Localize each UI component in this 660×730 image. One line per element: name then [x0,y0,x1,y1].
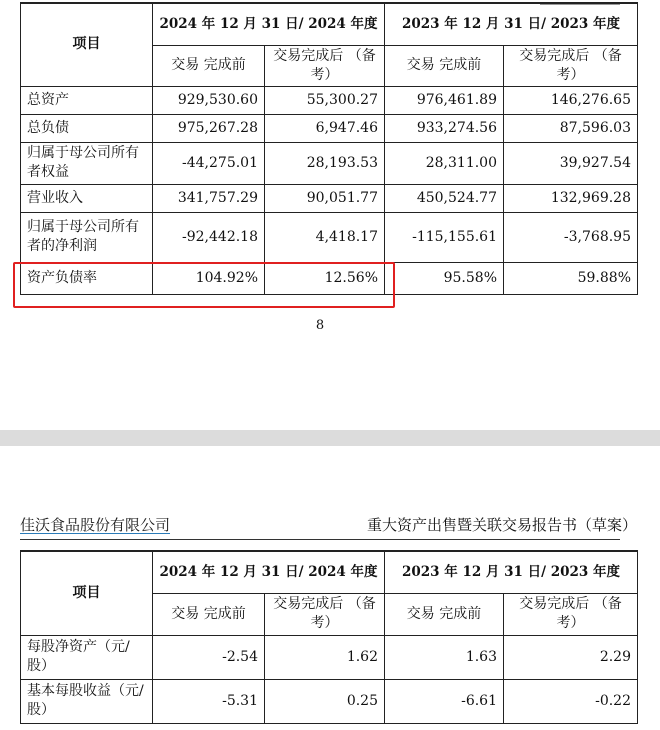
row-label: 总资产 [21,86,153,114]
cell-value: 132,969.28 [504,184,638,212]
cell-value: 1.63 [385,635,504,679]
cell-value: 0.25 [265,679,385,723]
cell-value: 12.56% [265,262,385,294]
financial-table-bottom [20,550,638,724]
cell-value: 450,524.77 [385,184,504,212]
row-label: 每股净资产（元/股） [21,635,153,679]
period-2023-header: 2023 年 12 月 31 日/ 2023 年度 [385,551,638,593]
header-divider [20,539,620,540]
col-before-2024: 交易 完成前 [153,593,265,635]
item-header: 项目 [21,3,153,86]
company-name: 佳沃食品股份有限公司 [20,516,171,534]
col-before-2023: 交易 完成前 [385,593,504,635]
cell-value: 59.88% [504,262,638,294]
cell-value: 976,461.89 [385,86,504,114]
cell-value: -2.54 [153,635,265,679]
cell-value: -0.22 [504,679,638,723]
col-after-2023: 交易完成后 （备考） [504,593,638,635]
cell-value: 975,267.28 [153,114,265,142]
page-bottom [0,446,660,730]
period-2024-header: 2024 年 12 月 31 日/ 2024 年度 [153,551,385,593]
row-label: 基本每股收益（元/股） [21,679,153,723]
highlight-box [13,262,395,308]
item-header: 项目 [21,551,153,635]
cell-value: -3,768.95 [504,212,638,262]
col-after-2024: 交易完成后 （备考） [265,593,385,635]
cell-value: 341,757.29 [153,184,265,212]
row-label: 总负债 [21,114,153,142]
table-row [21,86,638,114]
col-before-2024: 交易 完成前 [153,45,265,86]
col-before-2023: 交易 完成前 [385,45,504,86]
document-header [20,514,637,536]
cell-value: -5.31 [153,679,265,723]
row-label: 归属于母公司所有者的净利润 [21,212,153,262]
cell-value: -44,275.01 [153,142,265,184]
financial-table-top [20,2,638,295]
table-row [21,635,638,679]
row-label: 归属于母公司所有者权益 [21,142,153,184]
cell-value: 2.29 [504,635,638,679]
cell-value: 929,530.60 [153,86,265,114]
row-label: 资产负债率 [21,262,153,294]
table-row [21,142,638,184]
cell-value: 6,947.46 [265,114,385,142]
period-2023-header: 2023 年 12 月 31 日/ 2023 年度 [385,3,638,45]
table-row [21,184,638,212]
page-number: 8 [315,318,325,333]
cell-value: 90,051.77 [265,184,385,212]
document-title: 重大资产出售暨关联交易报告书（草案） [366,516,637,534]
cell-value: -92,442.18 [153,212,265,262]
table-row [21,114,638,142]
cell-value: 28,193.53 [265,142,385,184]
cell-value: 87,596.03 [504,114,638,142]
cell-value: 933,274.56 [385,114,504,142]
period-2024-header: 2024 年 12 月 31 日/ 2024 年度 [153,3,385,45]
cell-value: 4,418.17 [265,212,385,262]
col-after-2024: 交易完成后 （备考） [265,45,385,86]
table-row [21,212,638,262]
cell-value: 95.58% [385,262,504,294]
col-after-2023: 交易完成后 （备考） [504,45,638,86]
cell-value: -6.61 [385,679,504,723]
page-separator [0,430,660,446]
cell-value: 146,276.65 [504,86,638,114]
table-row [21,679,638,723]
cell-value: -115,155.61 [385,212,504,262]
row-label: 营业收入 [21,184,153,212]
cell-value: 28,311.00 [385,142,504,184]
cell-value: 1.62 [265,635,385,679]
cell-value: 39,927.54 [504,142,638,184]
cell-value: 55,300.27 [265,86,385,114]
cell-value: 104.92% [153,262,265,294]
